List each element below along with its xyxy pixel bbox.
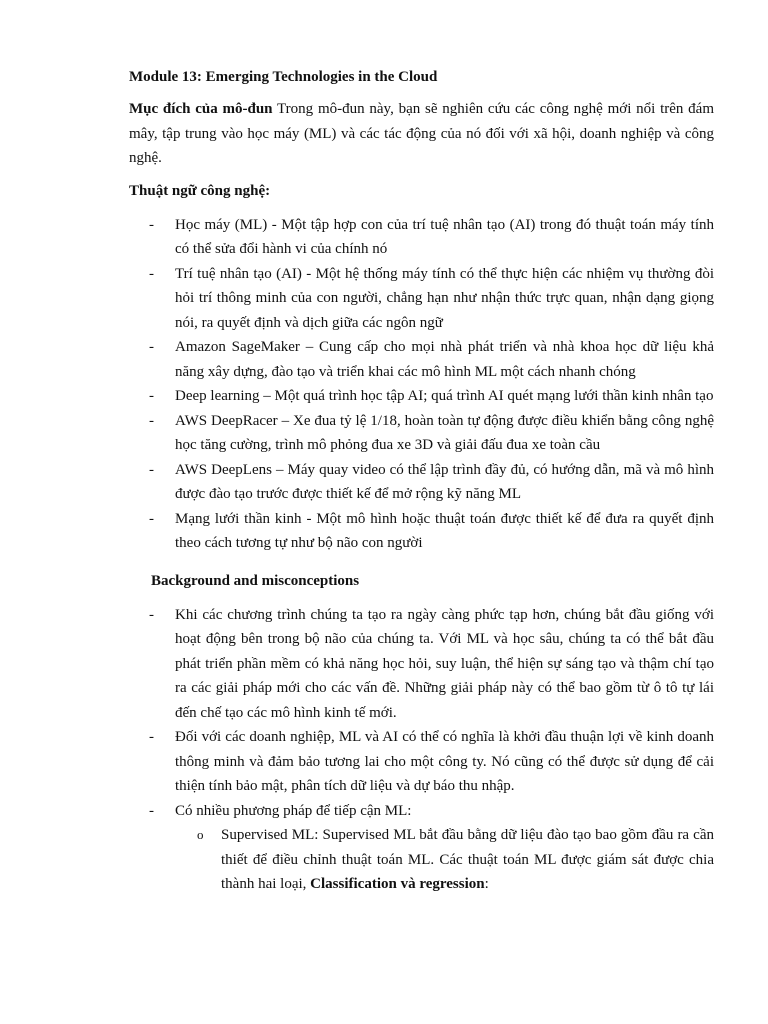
- circle-bullet-icon: o: [197, 827, 204, 842]
- purpose-paragraph: [129, 97, 714, 171]
- sub-item-bold: Classification và regression: [310, 876, 485, 892]
- list-item: - Trí tuệ nhân tạo (AI) - Một hệ thống máy tính có thể thực hiện các nhiệm vụ thường đòi hỏi trí thông minh của con người, chẳng hạn như nhận thức trực quan, nhận dạng giọng nói, ra quyết định và dịch giữa các ngôn ngữ: [129, 262, 714, 336]
- background-heading: Background and misconceptions: [151, 572, 360, 589]
- list-item: - Amazon SageMaker – Cung cấp cho mọi nhà phát triển và nhà khoa học dữ liệu khả năng xây dựng, đào tạo và triển khai các mô hình ML một cách nhanh chóng: [129, 335, 714, 384]
- list-item: - Mạng lưới thần kinh - Một mô hình hoặc thuật toán được thiết kế để đưa ra quyết định theo cách tương tự như bộ não con người: [129, 507, 714, 556]
- list-item: - Đối với các doanh nghiệp, ML và AI có thể có nghĩa là khởi đầu thuận lợi về kinh doanh thông minh và đảm bảo tương lai cho một công ty. Nó cũng có thể được sử dụng để cải thiện tính bảo mật, phân tích dữ liệu và dự báo thu nhập.: [129, 725, 714, 799]
- list-item: - Học máy (ML) - Một tập hợp con của trí tuệ nhân tạo (AI) trong đó thuật toán máy tính có thể sửa đổi hành vi của chính nó: [129, 213, 714, 262]
- list-item: - AWS DeepRacer – Xe đua tỷ lệ 1/18, hoàn toàn tự động được điều khiển bằng công nghệ học tăng cường, trình mô phỏng đua xe 3D và giải đấu đua xe toàn cầu: [129, 409, 714, 458]
- document-title: Module 13: Emerging Technologies in the Cloud: [129, 69, 438, 85]
- sub-item-text: Supervised ML: Supervised ML bắt đầu bằng dữ liệu đào tạo bao gồm đầu ra cần thiết để điều chỉnh thuật toán ML. Các thuật toán ML được giám sát được chia thành hai loại,: [221, 827, 714, 892]
- list-item: - Khi các chương trình chúng ta tạo ra ngày càng phức tạp hơn, chúng bắt đầu giống với hoạt động bên trong bộ não của chúng ta. Với ML và học sâu, chúng ta có thể bắt đầu phát triển phần mềm có khả năng học hỏi, suy luận, thể hiện sự sáng tạo và thậm chí tạo ra các giải pháp mới cho các vấn đề. Những giải pháp này có thể bao gồm từ ô tô tự lái đến chế tạo các mô hình kinh tế mới.: [129, 603, 714, 726]
- terms-heading: Thuật ngữ công nghệ:: [129, 182, 271, 199]
- list-item: [129, 799, 714, 897]
- sub-list-item: [175, 823, 714, 897]
- purpose-label: Mục đích của mô-đun: [129, 101, 273, 117]
- purpose-text: Trong mô-đun này, bạn sẽ nghiên cứu các công nghệ mới nổi trên đám mây, tập trung vào học máy (ML) và các tác động của nó đối với xã hội, doanh nghiệp và công nghệ.: [129, 101, 715, 166]
- list-item-text: Có nhiều phương pháp để tiếp cận ML:: [175, 802, 412, 819]
- list-item: - AWS DeepLens – Máy quay video có thể lập trình đầy đủ, có hướng dẫn, mã và mô hình được đào tạo trước được thiết kế để mở rộng kỹ năng ML: [129, 458, 714, 507]
- terms-list: [129, 213, 714, 556]
- document-page: [129, 66, 714, 911]
- sub-item-tail: :: [484, 876, 489, 892]
- background-list: [129, 603, 714, 897]
- approach-sublist: [175, 823, 714, 897]
- list-item: - Deep learning – Một quá trình học tập AI; quá trình AI quét mạng lưới thần kinh nhân tạo: [129, 384, 714, 409]
